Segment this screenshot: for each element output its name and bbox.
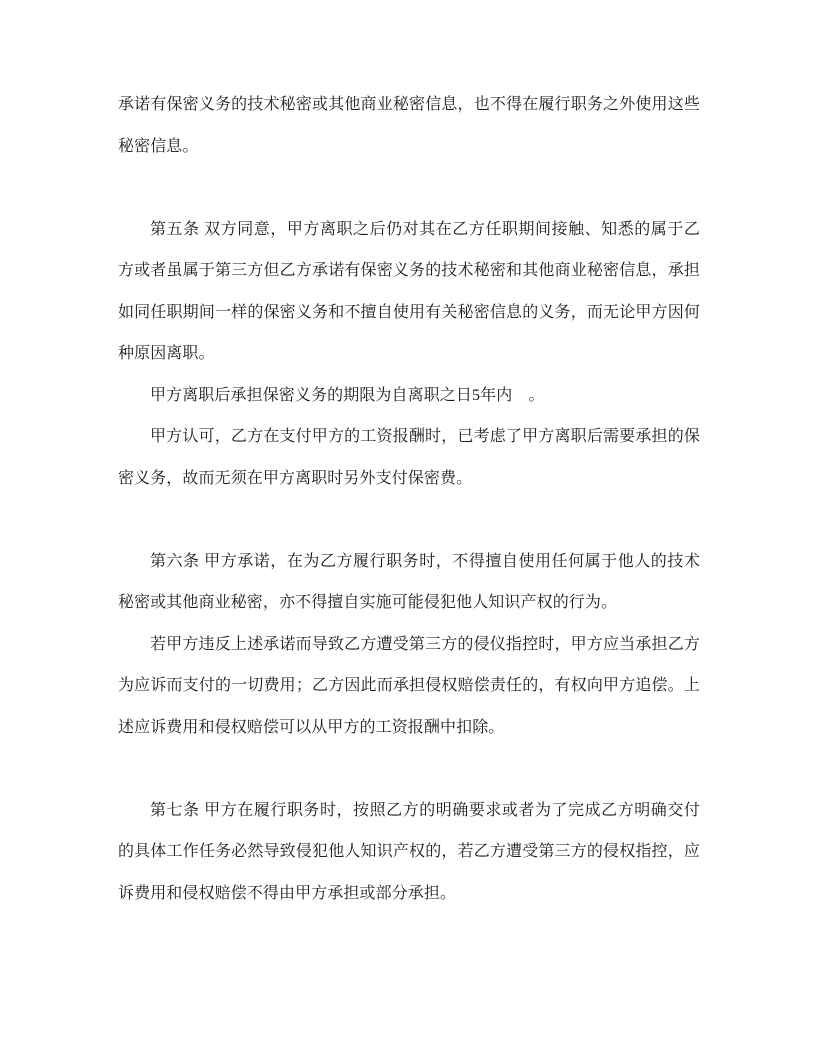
clause-6-breach-paragraph: 若甲方违反上述承诺而导致乙方遭受第三方的侵仪指控时，甲方应当承担乙方为应诉而支付的一切费用；乙方因此而承担侵权赔偿责任的，有权向甲方追偿。上述应诉费用和侵权赔偿可以从甲方的工资报酬中扣除。: [118, 635, 700, 736]
clause-5-compensation-paragraph: 甲方认可，乙方在支付甲方的工资报酬时，已考虑了甲方离职后需要承担的保密义务，故而无须在甲方离职时另外支付保密费。: [118, 428, 700, 487]
clause-5-paragraph: 第五条 双方同意，甲方离职之后仍对其在乙方任职期间接触、知悉的属于乙方或者虽属于第三方但乙方承诺有保密义务的技术秘密和其他商业秘密信息，承担如同任职期间一样的保密义务和不擅自使用有关秘密信息的义务，而无论甲方因何种原因离职。: [118, 220, 700, 362]
clause-5-term-paragraph: 甲方离职后承担保密义务的期限为自离职之日5年内 。: [150, 386, 545, 404]
clause-7-paragraph: 第七条 甲方在履行职务时，按照乙方的明确要求或者为了完成乙方明确交付的具体工作任务必然导致侵犯他人知识产权的，若乙方遭受第三方的侵权指控，应诉费用和侵权赔偿不得由甲方承担或部分承担。: [118, 801, 700, 902]
continuation-paragraph: 承诺有保密义务的技术秘密或其他商业秘密信息，也不得在履行职务之外使用这些秘密信息。: [118, 96, 700, 155]
clause-6-paragraph: 第六条 甲方承诺，在为乙方履行职务时，不得擅自使用任何属于他人的技术秘密或其他商业秘密，亦不得擅自实施可能侵犯他人知识产权的行为。: [118, 552, 700, 611]
document-text-block: [118, 84, 700, 914]
